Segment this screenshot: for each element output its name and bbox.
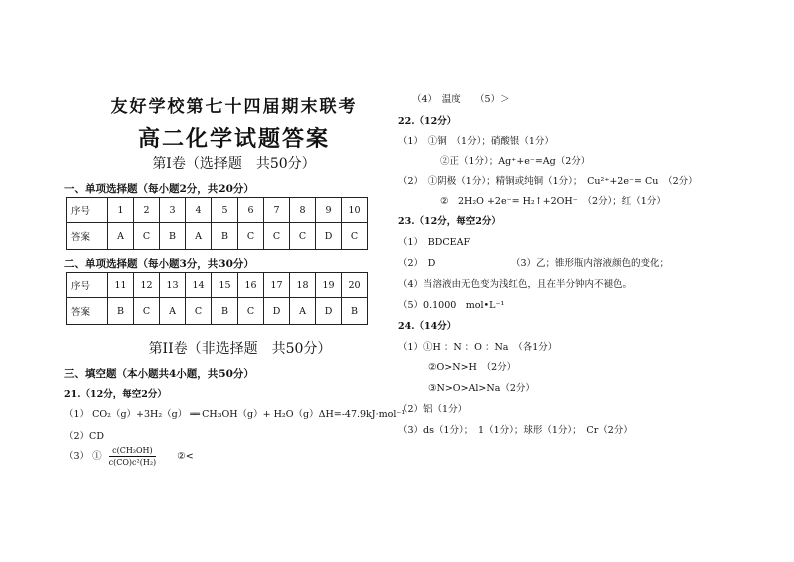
table-cell: B	[160, 223, 186, 250]
table-cell: A	[290, 298, 316, 325]
q22-line1: （1） ①铜 （1分）；硝酸银（1分）	[398, 136, 554, 147]
table-cell: 16	[238, 273, 264, 298]
table-cell: C	[134, 223, 160, 250]
right-column	[398, 0, 778, 562]
table-cell: B	[212, 223, 238, 250]
table-cell: 2	[134, 198, 160, 223]
q21-part3	[64, 446, 194, 467]
row-label: 序号	[67, 273, 108, 298]
table-cell: C	[264, 223, 290, 250]
volume-1-heading: 第Ⅰ卷（选择题 共50分）	[152, 156, 316, 172]
table-row	[67, 298, 368, 325]
q24-line3: ③N>O>Al>Na（2分）	[428, 383, 535, 394]
q21-part1-label: （1）	[64, 409, 90, 420]
table-cell: B	[342, 298, 368, 325]
q23-line2b: （3）乙；锥形瓶内溶液颜色的变化；	[511, 258, 670, 269]
q22-line3: （2） ①阴极（1分）；精铜或纯铜（1分）； Cu²⁺+2e⁻= Cu （2分）	[398, 176, 698, 187]
q23-line2a: （2） D	[398, 258, 436, 269]
left-column	[60, 0, 406, 562]
table-cell: 5	[212, 198, 238, 223]
table-row	[67, 273, 368, 298]
fraction-numerator: c(CH₃OH)	[109, 446, 157, 457]
table-cell: 9	[316, 198, 342, 223]
equilibrium-arrow-icon: ══	[190, 410, 200, 420]
table-cell: C	[238, 298, 264, 325]
q21-part1	[64, 406, 405, 420]
fraction-denominator: c(CO)c²(H₂)	[108, 458, 157, 467]
table-cell: A	[160, 298, 186, 325]
table-cell: 12	[134, 273, 160, 298]
table-cell: 19	[316, 273, 342, 298]
row-label: 答案	[67, 298, 108, 325]
table-row	[67, 198, 368, 223]
q23-line1: （1） BDCEAF	[398, 237, 471, 248]
q23-line4: （5）0.1000 mol•L⁻¹	[398, 300, 505, 311]
table-cell: D	[264, 298, 290, 325]
table-cell: 4	[186, 198, 212, 223]
q24-title: 24.（14分）	[398, 321, 457, 332]
table-cell: 10	[342, 198, 368, 223]
table-cell: A	[108, 223, 134, 250]
q24-line1: （1）①H ：N ：O ：Na （各1分）	[398, 342, 558, 353]
section-3-heading: 三、填空题（本小题共4小题，共50分）	[64, 368, 254, 380]
table-cell: 6	[238, 198, 264, 223]
row-label: 序号	[67, 198, 108, 223]
table-cell: C	[186, 298, 212, 325]
table-cell: 7	[264, 198, 290, 223]
q24-line5: （3）ds（1分）； 1（1分）；球形（1分）； Cr（2分）	[398, 425, 633, 436]
table-cell: C	[134, 298, 160, 325]
q22-line2: ②正（1分）；Ag⁺+e⁻=Ag（2分）	[440, 156, 591, 167]
table-cell: 3	[160, 198, 186, 223]
table-cell: 8	[290, 198, 316, 223]
table-cell: 18	[290, 273, 316, 298]
table-cell: C	[290, 223, 316, 250]
section-1-heading: 一、单项选择题（每小题2分，共20分）	[64, 183, 254, 195]
q22-line4: ② 2H₂O +2e⁻= H₂↑+2OH⁻ （2分）；红（1分）	[440, 196, 666, 207]
row-label: 答案	[67, 223, 108, 250]
q21-part1-products: CH₃OH（g）+ H₂O（g）ΔH=-47.9kJ·mol⁻¹	[202, 409, 406, 420]
table-cell: 14	[186, 273, 212, 298]
q21-part3-label: （3）	[64, 451, 90, 462]
table-cell: D	[316, 298, 342, 325]
q21-part3-mark1: ①	[92, 451, 102, 462]
document-title: 高二化学试题答案	[137, 126, 330, 152]
table-cell: 13	[160, 273, 186, 298]
q20-tail: （4） 温度 （5）＞	[412, 94, 510, 105]
table-cell: C	[342, 223, 368, 250]
q21-part2: （2）CD	[64, 431, 104, 442]
table-cell: B	[108, 298, 134, 325]
q23-title: 23.（12分，每空2分）	[398, 216, 501, 227]
table-row	[67, 223, 368, 250]
q22-title: 22.（12分）	[398, 116, 457, 127]
q21-part1-reactants: CO₂（g）+3H₂（g）	[92, 409, 188, 420]
table-cell: C	[238, 223, 264, 250]
equilibrium-constant-fraction	[109, 446, 157, 467]
table-cell: D	[316, 223, 342, 250]
table-cell: 15	[212, 273, 238, 298]
volume-2-heading: 第II卷（非选择题 共50分）	[148, 341, 332, 357]
school-name: 友好学校第七十四届期末联考	[110, 97, 358, 117]
table-cell: 20	[342, 273, 368, 298]
table-cell: 1	[108, 198, 134, 223]
answer-table-1	[66, 197, 368, 250]
table-cell: B	[212, 298, 238, 325]
answer-table-2	[66, 272, 368, 325]
section-2-heading: 二、单项选择题（每小题3分，共30分）	[64, 258, 254, 270]
table-cell: 17	[264, 273, 290, 298]
q24-line4: （2）铝（1分）	[398, 404, 468, 415]
q21-part3-mark2: ②<	[177, 451, 194, 462]
table-cell: A	[186, 223, 212, 250]
q24-line2: ②O>N>H （2分）	[428, 362, 517, 373]
q21-title: 21.（12分，每空2分）	[64, 389, 167, 400]
q23-line3: （4）当溶液由无色变为浅红色，且在半分钟内不褪色。	[398, 279, 633, 290]
table-cell: 11	[108, 273, 134, 298]
